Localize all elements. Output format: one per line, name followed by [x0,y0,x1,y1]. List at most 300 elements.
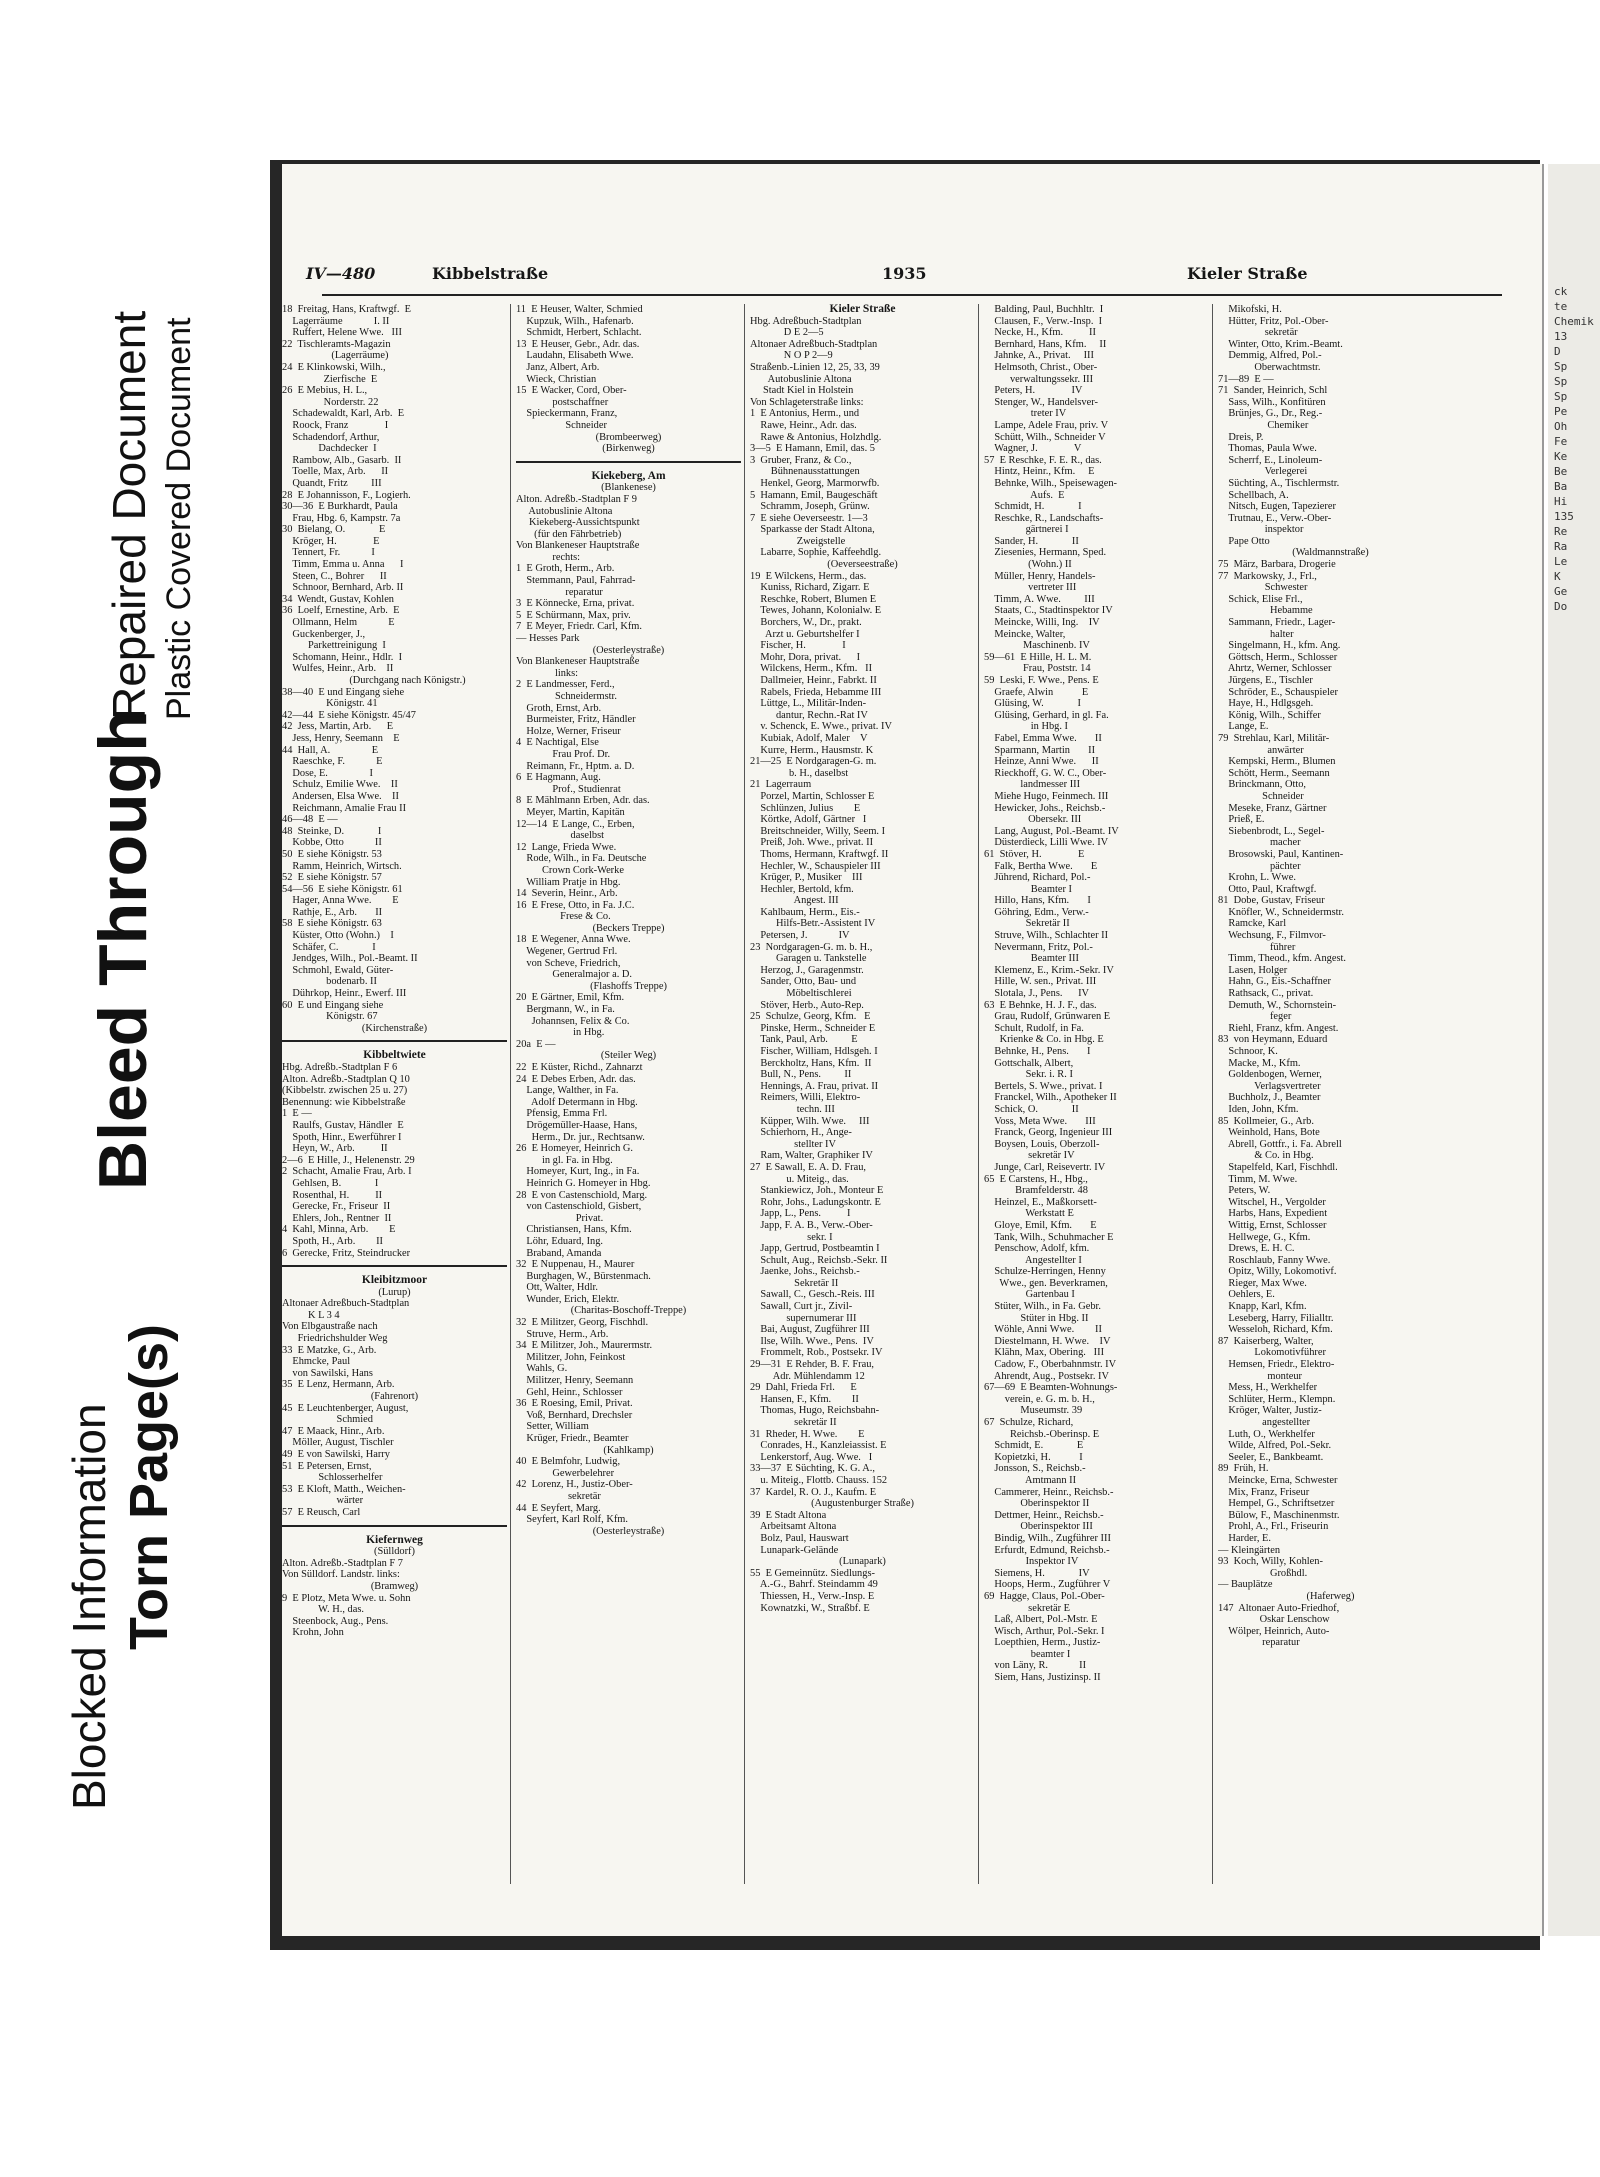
directory-entry: 29—31 E Rehder, B. F. Frau, [750,1359,875,1371]
directory-entry: (Sülldorf) [374,1546,415,1558]
directory-entry: Militzer, Henry, Seemann [516,1375,634,1387]
directory-entry: Ramcke, Karl [1218,918,1287,930]
directory-entry: 2 Schacht, Amalie Frau, Arb. I [282,1166,412,1178]
directory-entry: Timm, Emma u. Anna I [282,559,404,571]
directory-entry: 29 Dahl, Frieda Frl. E [750,1382,857,1394]
directory-entry: Sawall, C., Gesch.-Reis. III [750,1289,875,1301]
directory-entry: Schadewaldt, Karl, Arb. E [282,408,405,420]
directory-entry: Wegener, Gertrud Frl. [516,946,618,958]
directory-entry: Behnke, Wilh., Speisewagen- [984,477,1117,489]
directory-entry: Kröger, Walter, Justiz- [1218,1405,1322,1417]
directory-entry: Tewes, Johann, Kolonialw. E [750,605,882,617]
next-page-fragment: K [1554,570,1561,583]
directory-entry: Steen, C., Bohrer II [282,570,387,582]
next-page-fragment: Sp [1554,360,1568,373]
directory-entry: Sander, Otto, Bau- und [750,976,857,988]
directory-entry: Sekr. i. R. I [984,1069,1073,1081]
directory-entry: Kröger, H. E [282,535,380,547]
directory-entry: Hennings, A. Frau, privat. II [750,1080,879,1092]
directory-entry: Tank, Wilh., Schuhmacher E [984,1231,1114,1243]
directory-entry: u. Miteig., Flottb. Chauss. 152 [750,1474,888,1486]
directory-entry: Laudahn, Elisabeth Wwe. [516,350,634,362]
directory-entry: 22 E Küster, Richd., Zahnarzt [516,1062,643,1073]
next-page-fragment: Do [1554,600,1568,613]
directory-entry: Lenkerstorf, Aug. Wwe. I [750,1451,873,1463]
directory-entry: Schulz, Emilie Wwe. II [282,779,398,791]
directory-entry: Henkel, Georg, Marmorwfb. [750,477,880,489]
directory-entry: Hebamme [1218,605,1313,617]
directory-entry: verein, e. G. m. b. H., [984,1393,1095,1405]
directory-entry: Alton. Adreßb.-Stadtplan F 9 [516,493,637,505]
directory-entry: dantur, Rechn.-Rat IV [750,709,868,721]
directory-entry: Kobbe, Otto II [282,837,382,849]
directory-entry: Oberwachtmstr. [1218,361,1321,373]
next-page-fragment: 135 [1554,510,1574,523]
directory-entry: von Sawilski, Hans [282,1367,373,1379]
directory-entry: Gottschalk, Albert, [984,1057,1074,1069]
directory-entry: Mix, Franz, Friseur [1218,1486,1310,1498]
street-heading: Kibbeltwiete [363,1050,426,1062]
directory-entry: Lang, August, Pol.-Beamt. IV [984,825,1119,837]
directory-entry: Schierhorn, H., Ange- [750,1127,852,1139]
directory-entry: Reschke, Robert, Blumen E [750,593,877,605]
directory-entry: Möbeltischlerei [750,988,852,1000]
blocked-information-label: Blocked Information [63,1403,115,1810]
directory-entry: Schmidt, H. I [984,501,1082,513]
directory-entry: Andersen, Elsa Wwe. II [282,790,399,802]
directory-entry: Breitschneider, Willy, Seem. I [750,825,886,837]
directory-entry: Frommelt, Rob., Postsekr. IV [750,1347,883,1359]
directory-entry: Burmeister, Fritz, Händler [516,714,636,726]
directory-entry: Wwe., gen. Beverkramen, [984,1277,1108,1289]
directory-entry: 26 E Homeyer, Heinrich G. [516,1143,634,1155]
directory-entry: supernumerar III [750,1312,857,1324]
directory-entry: Hager, Anna Wwe. E [282,895,399,907]
directory-entry: Frau, Hbg. 6, Kampstr. 7a [282,512,401,524]
directory-entry: 31 Rheder, H. Wwe. E [750,1428,865,1440]
directory-entry: (Oesterleystraße) [592,1525,665,1537]
directory-entry: reparatur [1218,1637,1300,1649]
directory-entry: A.-G., Bahrf. Steindamm 49 [750,1579,878,1591]
directory-entry: Rieger, Max Wwe. [1218,1277,1307,1289]
directory-entry: D E 2—5 [750,327,824,339]
directory-entry: Japp, Gertrud, Postbeamtin I [750,1243,880,1255]
directory-entry: (für den Fährbetrieb) [516,528,622,540]
directory-entry: wärter [282,1495,364,1507]
directory-entry: 32 E Nuppenau, H., Maurer [516,1259,635,1271]
directory-entry: Rawe, Heinr., Adr. das. [750,419,857,431]
directory-entry: Struve, Herm., Arb. [516,1328,609,1340]
directory-entry: Privat. [516,1212,604,1224]
directory-entry: Bai, August, Zugführer III [750,1324,870,1336]
directory-entry: Knöfler, W., Schneidermstr. [1218,906,1344,918]
directory-entry: Pinske, Herm., Schneider E [750,1022,876,1034]
directory-entry: 5 Hamann, Emil, Baugeschäft [750,489,878,501]
directory-entry: Schomann, Heinr., Hdlr. I [282,651,403,663]
directory-entry: (Kahlkamp) [603,1444,654,1456]
directory-entry: 30—36 E Burkhardt, Paula [282,501,398,513]
directory-entry: Gloye, Emil, Kfm. E [984,1219,1097,1231]
directory-entry: Haye, H., Hdlgsgeh. [1218,698,1314,710]
directory-entry: Chemiker [1218,419,1309,431]
directory-entry: Wöhle, Anni Wwe. II [984,1324,1102,1336]
directory-entry: Brünjes, G., Dr., Reg.- [1218,408,1323,420]
directory-entry: 61 Stöver, H. E [984,848,1085,860]
directory-entry: Dallmeier, Heinr., Fabrkt. II [750,675,877,686]
directory-entry: halter [1218,628,1294,640]
directory-entry: Prof., Studienrat [516,783,621,795]
directory-entry: Schick, O. II [984,1103,1079,1115]
directory-entry: Klähn, Max, Obering. III [984,1347,1105,1359]
directory-entry: Lasen, Holger [1218,964,1288,976]
directory-entry: von Castenschiold, Gisbert, [516,1201,642,1213]
directory-entry: Wahls, G. [516,1363,568,1375]
directory-entry: Seeler, E., Bankbeamt. [1218,1451,1324,1463]
directory-entry: Hbg. Adreßbuch-Stadtplan [750,315,862,327]
directory-entry: Dachdecker I [282,443,377,455]
directory-entry: Königstr. 67 [282,1011,378,1023]
left-street-heading: Kibbelstraße [432,264,549,283]
directory-entry: Ziesenies, Hermann, Sped. [984,547,1107,559]
directory-entry: Wechsung, F., Filmvor- [1218,930,1326,942]
column-1 [282,304,507,1639]
directory-entry: 3 Gruber, Franz, & Co., [750,454,852,466]
directory-entry: 6 Gerecke, Fritz, Steindrucker [282,1247,411,1259]
directory-entry: von Läny, R. II [984,1660,1087,1672]
directory-entry: Jonsson, S., Reichsb.- [984,1463,1086,1475]
directory-entry: Demuth, W., Schornstein- [1218,999,1337,1011]
directory-entry: Weinhold, Hans, Bote [1218,1127,1320,1139]
directory-entry: Schött, Herm., Seemann [1218,767,1330,779]
directory-entry: — Kleingärten [1218,1544,1281,1556]
directory-entry: Klemenz, E., Krim.-Sekr. IV [984,964,1114,976]
directory-entry: Gewerbelehrer [516,1467,615,1479]
directory-entry: Clausen, F., Verw.-Insp. I [984,315,1103,327]
directory-entry: Sass, Wilh., Konfitüren [1218,396,1326,408]
directory-entry: Bolz, Paul, Hauswart [750,1532,849,1544]
directory-entry: Schlosserhelfer [282,1472,383,1484]
directory-entry: Obersekr. III [984,814,1082,826]
directory-entry: Lampe, Adele Frau, priv. V [984,419,1109,431]
directory-entry: Kupzuk, Wilh., Hafenarb. [516,315,634,327]
directory-entry: 45 E Leuchtenberger, August, [282,1402,409,1414]
directory-entry: Schmidt, E. E [984,1440,1084,1452]
directory-entry: 39 E Stadt Altona [750,1509,827,1521]
directory-entry: Von Elbgaustraße nach [282,1321,378,1333]
directory-entry: Roock, Franz I [282,419,389,431]
directory-entry: Reichmann, Amalie Frau II [282,802,407,814]
directory-entry: Von Sülldorf. Landstr. links: [282,1569,400,1581]
directory-entry: Graefe, Alwin E [984,686,1089,698]
directory-entry: 24 E Klinkowski, Wilh., [282,361,386,373]
directory-entry: Alton. Adreßb.-Stadtplan Q 10 [282,1073,410,1085]
directory-entry: 34 E Militzer, Joh., Maurermstr. [516,1340,653,1352]
directory-entry: Gerecke, Fr., Friseur II [282,1201,391,1213]
directory-entry: 1 E Antonius, Herm., und [750,408,860,420]
directory-entry: (Blankenese) [601,482,656,494]
directory-entry: Burghagen, W., Bürstenmach. [516,1270,651,1282]
directory-entry: Werkstatt E [984,1208,1074,1220]
directory-entry: in Hbg. I [984,721,1068,733]
directory-entry: Möller, August, Tischler [282,1437,394,1449]
directory-entry: Singelmann, H., kfm. Ang. [1218,640,1341,652]
directory-entry: Heinze, Anni Wwe. II [984,756,1099,768]
directory-entry: Otto, Paul, Kraftwgf. [1218,883,1317,895]
directory-entry: 18 E Wegener, Anna Wwe. [516,934,631,946]
directory-entry: (Lunapark) [839,1556,886,1568]
directory-entry: Hbg. Adreßb.-Stadtplan F 6 [282,1062,398,1073]
directory-entry: Jürgens, E., Tischler [1218,675,1313,686]
directory-entry: Ram, Walter, Graphiker IV [750,1150,873,1162]
directory-entry: Schneider [516,419,607,431]
next-page-fragment: Hi [1554,495,1568,508]
running-header [282,264,1542,290]
directory-entry: (Lurup) [378,1286,411,1298]
section-rule [282,1040,507,1042]
directory-entry: (Oesterleystraße) [592,644,665,656]
directory-entry: 54—56 E siehe Königstr. 61 [282,883,403,895]
directory-entry: Altonaer Adreßbuch-Stadtplan [282,1298,410,1310]
directory-entry: Sammann, Friedr., Lager- [1218,617,1336,629]
year-heading: 1935 [882,264,927,283]
directory-entry: Süchting, A., Tischlermstr. [1218,477,1340,489]
next-page-fragment: 13 [1554,330,1568,343]
directory-entry: Autobuslinie Altona [516,505,613,517]
next-page-fragment: Pe [1554,405,1568,418]
directory-entry: Küster, Otto (Wohn.) I [282,930,394,942]
directory-entry: Schulze-Herringen, Henny [984,1266,1106,1278]
street-heading: Kieler Straße [829,304,896,315]
directory-entry: (Kirchenstraße) [361,1022,428,1034]
directory-entry: 3—5 E Hamann, Emil, das. 5 [750,443,875,455]
column-divider [1212,304,1213,1884]
directory-entry: (Durchgang nach Königstr.) [323,675,466,686]
directory-entry: 2—6 E Hille, J., Helenenstr. 29 [282,1154,415,1166]
plastic-covered-document-label: Plastic Covered Document [160,317,198,720]
directory-entry: 47 E Maack, Hinr., Arb. [282,1425,385,1437]
directory-entry: Thomas, Hugo, Reichsbahn- [750,1405,880,1417]
directory-entry: Porzel, Martin, Schlosser E [750,790,875,802]
directory-entry: u. Miteig., das. [750,1173,849,1185]
section-rule [516,461,741,463]
directory-entry: 42 Jess, Martin, Arb. E [282,721,394,733]
directory-entry: 34 Wendt, Gustav, Kohlen [282,593,395,605]
directory-entry: Demmig, Alfred, Pol.- [1218,350,1322,362]
directory-entry: Johannsen, Felix & Co. [516,1015,630,1027]
directory-entry: Raeschke, F. E [282,756,383,768]
directory-entry: Christiansen, Hans, Kfm. [516,1224,632,1236]
directory-entry: 147 Altonaer Auto-Friedhof, [1218,1602,1340,1614]
directory-entry: Franck, Georg, Ingenieur III [984,1127,1113,1139]
directory-entry: Prohl, A., Frl., Friseurin [1218,1521,1329,1533]
directory-entry: Heinzel, E., Maßkorsett- [984,1196,1097,1208]
directory-entry: (Brombeerweg) [595,431,662,443]
directory-entry: 16 E Frese, Otto, in Fa. J.C. [516,899,635,911]
directory-entry: anwärter [1218,744,1304,756]
next-page-fragment: Ke [1554,450,1568,463]
directory-entry: Kahlbaum, Herm., Eis.- [750,906,860,918]
directory-entry: 1 E Groth, Herm., Arb. [516,563,615,575]
directory-entry: Frese & Co. [516,911,611,923]
directory-entry: Drews, E. H. C. [1218,1243,1295,1255]
directory-entry: Petersen, J. IV [750,930,850,942]
next-page-fragment: Ba [1554,480,1568,493]
directory-entry: 25 Schulze, Georg, Kfm. E [750,1011,871,1023]
directory-entry: 28 E Johannisson, F., Logierh. [282,489,411,501]
directory-entry: Thomas, Paula Wwe. [1218,443,1317,455]
next-page-fragment: Sp [1554,390,1568,403]
directory-entry: 3 E Könnecke, Erna, privat. [516,598,635,610]
directory-entry: 52 E siehe Königstr. 57 [282,872,382,884]
directory-entry: (Waldmannstraße) [1292,547,1369,559]
directory-entry: Siebenbrodt, L., Segel- [1218,825,1325,837]
directory-entry: Garagen u. Tankstelle [750,953,867,965]
directory-entry: Generalmajor a. D. [516,969,632,981]
directory-entry: Hoops, Herm., Zugführer V [984,1579,1111,1591]
directory-entry: Meincke, Walter, [984,628,1066,640]
directory-entry: Wulfes, Heinr., Arb. II [282,663,394,675]
directory-entry: Witschel, H., Vergolder [1218,1196,1326,1208]
directory-entry: sekretär [516,1490,601,1502]
directory-entry: Alton. Adreßb.-Stadtplan F 7 [282,1557,403,1569]
directory-entry: sekretär II [750,1417,837,1428]
directory-entry: Behnke, H., Pens. I [984,1046,1091,1057]
directory-entry: Wittig, Ernst, Schlosser [1218,1219,1327,1231]
directory-entry: Dettmer, Heinr., Reichsb.- [984,1509,1104,1521]
directory-entry: & Co. in Hbg. [1218,1150,1314,1162]
directory-entry: Kiekeberg-Aussichtspunkt [516,517,640,529]
directory-entry: 13 E Heuser, Gebr., Adr. das. [516,338,640,350]
directory-entry: macher [1218,837,1301,849]
directory-entry: Prieß, E. [1218,814,1265,826]
directory-entry: Sparmann, Martin II [984,744,1096,756]
directory-entry: Harbs, Hans, Expedient [1218,1208,1328,1220]
directory-entry: Leseberg, Harry, Filialltr. [1218,1312,1334,1324]
column-divider [744,304,745,1884]
directory-entry: Schadendorf, Arthur, [282,431,380,443]
directory-entry: Voß, Bernhard, Drechsler [516,1409,633,1421]
directory-entry: Schwester [1218,582,1308,594]
directory-entry: Struve, Wilh., Schlachter II [984,930,1109,942]
directory-entry: Fabel, Emma Wwe. II [984,732,1102,744]
directory-entry: Stenger, W., Handelsver- [984,396,1098,408]
directory-entry: Adolf Determann in Hbg. [516,1096,638,1108]
directory-entry: Schult, Aug., Reichsb.-Sekr. II [750,1254,888,1266]
directory-entry: Ahrtz, Werner, Schlosser [1218,663,1332,675]
directory-entry: Inspektor IV [984,1556,1079,1568]
directory-entry: in Hbg. [516,1027,605,1039]
directory-entry: (Beckers Treppe) [592,922,665,934]
directory-entry: Küpper, Wilh. Wwe. III [750,1115,870,1127]
directory-entry: Spoth, H., Arb. II [282,1235,384,1247]
directory-entry: 22 Tischleramts-Magazin [282,338,391,350]
directory-entry: Winter, Otto, Krim.-Beamt. [1218,338,1343,350]
directory-entry: Cammerer, Heinr., Reichsb.- [984,1486,1114,1498]
directory-entry: Schnoor, Bernhard, Arb. II [282,582,404,594]
directory-entry: 69 Hagge, Claus, Pol.-Ober- [984,1590,1105,1602]
directory-entry: 63 E Behnke, H. J. F., das. [984,999,1097,1011]
directory-entry: Amtmann II [984,1474,1077,1486]
directory-entry: 2 E Landmesser, Ferd., [516,679,615,691]
directory-entry: Lüttge, L., Militär-Inden- [750,698,867,710]
directory-entry: 50 E siehe Königstr. 53 [282,848,382,860]
directory-entry: Guckenberger, J., [282,628,366,640]
directory-entry: 67 Schulze, Richard, [984,1417,1074,1428]
directory-entry: Krohn, John [282,1627,344,1639]
directory-entry: 59—61 E Hille, H. L. M. [984,651,1092,663]
directory-entry: Meseke, Franz, Gärtner [1218,802,1327,814]
directory-entry: Bergmann, W., in Fa. [516,1004,615,1016]
directory-entry: Hewicker, Johs., Reichsb.- [984,802,1106,814]
directory-entry: Reimann, Fr., Hptm. a. D. [516,760,635,772]
directory-entry: Siem, Hans, Justizinsp. II [984,1672,1101,1684]
next-page-fragment: D [1554,345,1561,358]
directory-entry: von Scheve, Friedrich, [516,957,621,969]
directory-entry: 59 Leski, F. Wwe., Pens. E [984,675,1099,686]
torn-pages-label: Torn Page(s) [119,1323,179,1650]
directory-entry: Tank, Paul, Arb. E [750,1034,858,1046]
directory-entry: Helmsoth, Christ., Ober- [984,361,1098,373]
directory-entry: Göhring, Edm., Verw.- [984,906,1089,918]
directory-entry: Rabels, Frieda, Hebamme III [750,686,882,698]
directory-entry: Lange, Walther, in Fa. [516,1085,619,1097]
directory-entry: 23 Nordgaragen-G. m. b. H., [750,941,873,953]
directory-entry: Schick, Elise Frl., [1218,593,1303,605]
directory-entry: Trutnau, E., Verw.-Ober- [1218,512,1332,524]
directory-entry: Jendges, Wilh., Pol.-Beamt. II [282,953,418,965]
directory-entry: 57 E Reusch, Carl [282,1506,361,1518]
directory-entry: Rieckhoff, G. W. C., Ober- [984,767,1107,779]
directory-entry: 93 Koch, Willy, Kohlen- [1218,1556,1323,1568]
section-rule [282,1525,507,1527]
directory-entry: Falk, Bertha Wwe. E [984,860,1098,872]
directory-entry: stellter IV [750,1138,836,1150]
directory-entry: Knapp, Karl, Kfm. [1218,1301,1307,1313]
directory-entry: Ott, Walter, Hdlr. [516,1282,598,1294]
directory-entry: Oehlers, E. [1218,1289,1275,1301]
directory-entry: Oberinspektor III [984,1521,1093,1533]
directory-entry: Schlünzen, Julius E [750,802,861,814]
directory-entry: Stemmann, Paul, Fahrrad- [516,575,636,587]
directory-entry: Luth, O., Werkhelfer [1218,1428,1315,1440]
directory-entry: Aufs. E [984,489,1065,501]
directory-entry: Frau, Poststr. 14 [984,663,1091,675]
directory-entry: Berckholtz, Hans, Kfm. II [750,1057,872,1069]
bleed-through-label: Bleed Through [85,710,161,1190]
directory-entry: 57 E Reschke, F. E. R., das. [984,454,1102,466]
directory-entry: Herzog, J., Garagenmstr. [750,964,864,976]
directory-entry: Tennert, Fr. I [282,547,375,559]
directory-entry: (Charitas-Boschoff-Treppe) [570,1305,687,1317]
directory-entry: 7 E siehe Oeverseestr. 1—3 [750,512,868,524]
directory-entry: verwaltungssekr. III [984,373,1094,385]
directory-entry: Cadow, F., Oberbahnmstr. IV [984,1359,1117,1371]
directory-entry: 55 E Gemeinnütz. Siedlungs- [750,1567,875,1579]
directory-entry: Raulfs, Gustav, Händler E [282,1119,404,1131]
directory-entry: Loepthien, Herm., Justiz- [984,1637,1101,1649]
directory-entry: Hechler, W., Schauspieler III [750,860,881,872]
directory-entry: 65 E Carstens, H., Hbg., [984,1173,1088,1185]
directory-entry: Wagner, J. V [984,443,1082,455]
directory-entry: Schneider [1218,790,1304,802]
directory-entry: 14 Severin, Heinr., Arb. [516,888,618,900]
directory-entry: 71—89 E — [1218,373,1274,385]
directory-entry: Schult, Rudolf, in Fa. [984,1022,1084,1034]
directory-entry: daselbst [516,830,605,842]
column-4 [984,304,1209,1684]
directory-entry: Reschke, R., Landschafts- [984,512,1104,524]
directory-entry: Preiß, Joh. Wwe., privat. II [750,837,874,849]
